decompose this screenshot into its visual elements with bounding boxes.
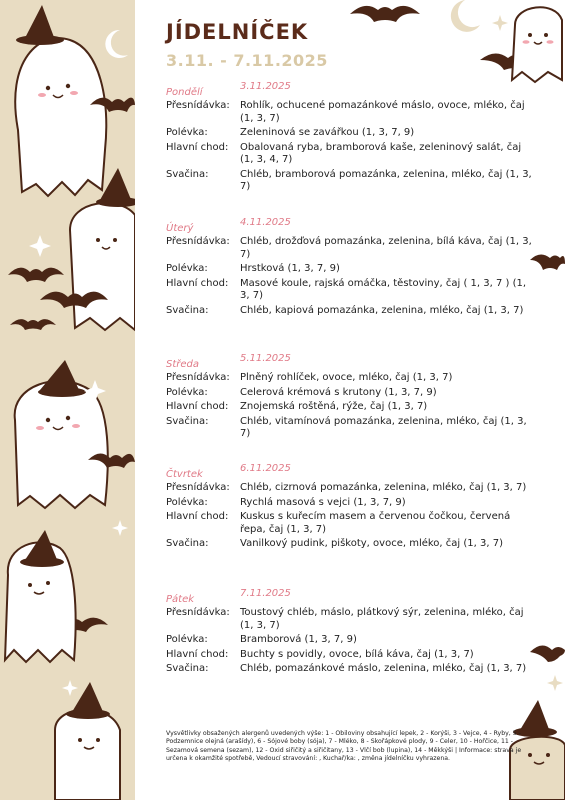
day-section xyxy=(166,588,536,676)
meal-value: Chléb, pomazánkové máslo, zelenina, mléko, čaj (1, 3, 7) xyxy=(240,663,527,674)
meal-row xyxy=(166,142,536,167)
meal-label: Svačina: xyxy=(166,304,209,316)
page-title: JÍDELNÍČEK xyxy=(166,20,309,44)
meal-row xyxy=(166,236,536,261)
meal-row xyxy=(166,649,536,662)
witch-hat-icon xyxy=(38,360,86,397)
meal-row xyxy=(166,169,536,194)
allergen-footer-note: Vysvětlivky obsažených alergenů uvedených výše: 1 - Obiloviny obsahující lepek, 2 - Korýši, 3 - Vejce, 4 - Ryby, 5 - Podzemnice olejná (arašídy), 6 - Sójové boby (sója), 7 - Mléko, 8 - Skořápkové plody, 9 - Celer, 10 - Hořčice, 11 - Sezamová semena (sezam), 12 - Oxid siřičitý a siřičitany, 13 - Vlčí bob (lupina), 14 - Měkkýši | Informace: strava je určena k okamžité spotřebě, Vedoucí stravování: , Kuchař/ka: , změna jídelníčku vyhrazena. xyxy=(166,730,522,763)
decorative-side-strip xyxy=(0,0,135,800)
moon-icon xyxy=(451,0,480,32)
ghost-icon xyxy=(512,7,562,82)
sparkle-icon xyxy=(492,15,508,31)
meal-label: Přesnídávka: xyxy=(166,607,230,618)
ghost-icon xyxy=(70,203,135,330)
day-date: 4.11.2025 xyxy=(240,217,291,228)
meal-label: Polévka: xyxy=(166,634,208,645)
day-name: Úterý xyxy=(166,223,194,234)
meal-row xyxy=(166,305,536,318)
meal-row xyxy=(166,663,536,676)
meal-row xyxy=(166,511,536,536)
meal-label: Polévka: xyxy=(166,496,208,508)
witch-hat-icon xyxy=(16,5,64,45)
meal-label: Hlavní chod: xyxy=(166,511,229,522)
meal-row xyxy=(166,497,536,510)
day-date: 3.11.2025 xyxy=(240,81,291,92)
meal-row xyxy=(166,482,536,495)
day-section xyxy=(166,81,536,194)
meal-label: Polévka: xyxy=(166,263,208,274)
day-name: Středa xyxy=(166,359,200,370)
meal-value: Bramborová (1, 3, 7, 9) xyxy=(240,634,357,645)
day-section xyxy=(166,463,536,551)
day-name: Čtvrtek xyxy=(166,469,203,480)
meal-value: Kuskus s kuřecím masem a červenou čočkou, červená řepa, čaj (1, 3, 7) xyxy=(240,511,511,535)
meal-label: Svačina: xyxy=(166,168,209,180)
meal-value: Masové koule, rajská omáčka, těstoviny, čaj ( 1, 3, 7 ) (1, 3, 7) xyxy=(240,277,527,301)
meal-label: Svačina: xyxy=(166,415,209,427)
meal-value: Vanilkový pudink, piškoty, ovoce, mléko, čaj (1, 3, 7) xyxy=(240,538,503,549)
meal-value: Celerová krémová s krutony (1, 3, 7, 9) xyxy=(240,386,437,398)
meal-row xyxy=(166,634,536,647)
meal-label: Polévka: xyxy=(166,127,208,138)
meal-row xyxy=(166,263,536,276)
meal-label: Přesnídávka: xyxy=(166,372,230,383)
meal-label: Svačina: xyxy=(166,663,209,674)
meal-value: Obalovaná ryba, bramborová kaše, zeleninový salát, čaj (1, 3, 4, 7) xyxy=(240,141,522,165)
day-header xyxy=(166,353,536,370)
meal-label: Přesnídávka: xyxy=(166,482,230,493)
day-name: Pondělí xyxy=(166,87,203,98)
meal-value: Hrstková (1, 3, 7, 9) xyxy=(240,263,340,274)
day-section xyxy=(166,353,536,441)
meal-row xyxy=(166,372,536,385)
meal-value: Chléb, cizrnová pomazánka, zelenina, mléko, čaj (1, 3, 7) xyxy=(240,482,527,493)
ghost-icon xyxy=(15,381,108,508)
meal-row xyxy=(166,416,536,441)
meal-row xyxy=(166,607,536,632)
meal-row xyxy=(166,387,536,400)
meal-row xyxy=(166,127,536,140)
day-header xyxy=(166,588,536,605)
day-header xyxy=(166,217,536,234)
day-header xyxy=(166,81,536,98)
meal-label: Polévka: xyxy=(166,386,208,398)
decorative-top-right-art xyxy=(340,0,565,90)
day-date: 6.11.2025 xyxy=(240,463,291,474)
meal-label: Hlavní chod: xyxy=(166,401,229,412)
sparkle-icon xyxy=(547,675,563,691)
meal-label: Svačina: xyxy=(166,538,209,549)
meal-value: Chléb, drožďová pomazánka, zelenina, bílá káva, čaj (1, 3, 7) xyxy=(240,236,532,260)
day-header xyxy=(166,463,536,480)
meal-label: Hlavní chod: xyxy=(166,648,229,660)
meal-value: Buchty s povidly, ovoce, bílá káva, čaj (1, 3, 7) xyxy=(240,648,474,660)
meal-value: Chléb, bramborová pomazánka, zelenina, mléko, čaj (1, 3, 7) xyxy=(240,168,532,192)
meal-value: Rychlá masová s vejci (1, 3, 7, 9) xyxy=(240,496,406,508)
meal-row xyxy=(166,401,536,414)
meal-row xyxy=(166,100,536,125)
ghost-icon xyxy=(15,38,106,196)
meal-label: Hlavní chod: xyxy=(166,141,229,153)
meal-value: Rohlík, ochucené pomazánkové máslo, ovoce, mléko, čaj (1, 3, 7) xyxy=(240,100,525,124)
day-section xyxy=(166,217,536,317)
meal-label: Přesnídávka: xyxy=(166,100,230,111)
meal-row xyxy=(166,538,536,551)
meal-row xyxy=(166,278,536,303)
meal-value: Plněný rohlíček, ovoce, mléko, čaj (1, 3, 7) xyxy=(240,372,453,383)
meal-label: Hlavní chod: xyxy=(166,277,229,289)
meal-value: Znojemská roštěná, rýže, čaj (1, 3, 7) xyxy=(240,401,428,412)
meal-value: Chléb, kapiová pomazánka, zelenina, mléko, čaj (1, 3, 7) xyxy=(240,304,524,316)
day-name: Pátek xyxy=(166,594,195,605)
halloween-pattern-art xyxy=(0,0,135,800)
ghost-icon xyxy=(55,709,120,800)
meal-label: Přesnídávka: xyxy=(166,236,230,247)
day-date: 7.11.2025 xyxy=(240,588,291,599)
meal-value: Zeleninová se zavářkou (1, 3, 7, 9) xyxy=(240,127,415,138)
day-date: 5.11.2025 xyxy=(240,353,291,364)
week-date-range: 3.11. - 7.11.2025 xyxy=(166,51,328,70)
meal-value: Chléb, vitamínová pomazánka, zelenina, mléko, čaj (1, 3, 7) xyxy=(240,415,527,439)
meal-value: Toustový chléb, máslo, plátkový sýr, zelenina, mléko, čaj (1, 3, 7) xyxy=(240,607,524,631)
